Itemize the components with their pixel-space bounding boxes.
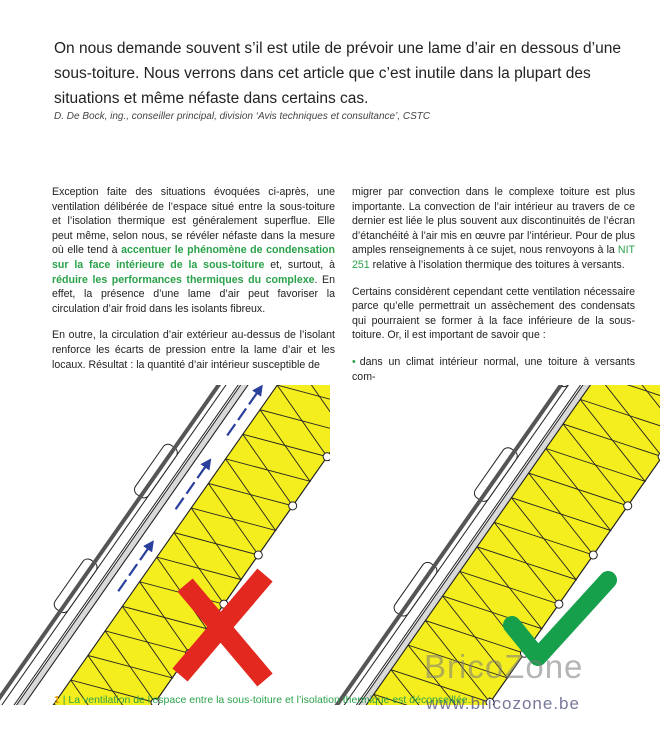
text-column-right bbox=[352, 185, 635, 396]
highlight-condensation: accentuer le phénomène de condensation sur la face intérieure de la sous-toiture bbox=[52, 244, 335, 271]
paragraph: Certains considèrent cependant cette ventilation nécessaire parce qu’elle permettrait un assèchement des condensats qui pourraient se former à la face inférieure de la sous-toiture. Or, il est important de savoir que : bbox=[352, 285, 635, 342]
figure-number: 1 bbox=[54, 694, 60, 706]
text-column-left bbox=[52, 185, 335, 384]
author-byline: D. De Bock, ing., conseiller principal, division ‘Avis techniques et consultance’, CSTC bbox=[54, 111, 431, 122]
lead-paragraph: On nous demande souvent s’il est utile de prévoir une lame d’air en dessous d’une sous-toiture. Nous verrons dans cet article que c’est inutile dans la plupart des situations et même néfaste dans certains cas. bbox=[54, 40, 621, 107]
figure-caption: 1 | La ventilation de l’espace entre la sous-toiture et l’isolation thermique est déconseillée. bbox=[54, 694, 471, 706]
watermark-logo: BricoZone bbox=[424, 648, 584, 685]
paragraph: En outre, la circulation d’air extérieur au-dessus de l’isolant renforce les écarts de pression entre la lame d’air et les locaux. Résultat : la quantité d’air intérieur susceptible de bbox=[52, 329, 335, 371]
watermark-url: www.bricozone.be bbox=[426, 694, 580, 713]
nit-251-link[interactable]: NIT 251 bbox=[352, 244, 635, 271]
highlight-thermal: réduire les performances thermiques du complexe bbox=[52, 273, 315, 286]
paragraph: Exception faite des situations évoquées ci-après, une ventilation délibérée de l’espace situé entre la sous-toiture et l’isolation thermique est généralement superflue. Elle peut même, selon nous, se révéler néfaste dans la mesure où elle tend à accentuer le phénomène de condensation sur la face intérieure de la sous-toiture et, surtout, à réduire les performances thermiques du complexe. En effet, la présence d’une lame d’air peut favoriser la circulation d’air froid dans les isolants fibreux. bbox=[52, 186, 335, 315]
bullet-item: • dans un climat intérieur normal, une toiture à versants com- bbox=[352, 355, 635, 383]
paragraph: migrer par convection dans le complexe toiture est plus importante. La convection de l’air intérieur au travers de ce dernier est liée le plus souvent aux discontinuités de l’écran d’étanchéité à l’air mis en œuvre par l’intérieur. Pour de plus amples renseignements à ce sujet, nous renvoyons à la NIT 251 relative à l’isolation thermique des toitures à versants. bbox=[352, 186, 635, 271]
